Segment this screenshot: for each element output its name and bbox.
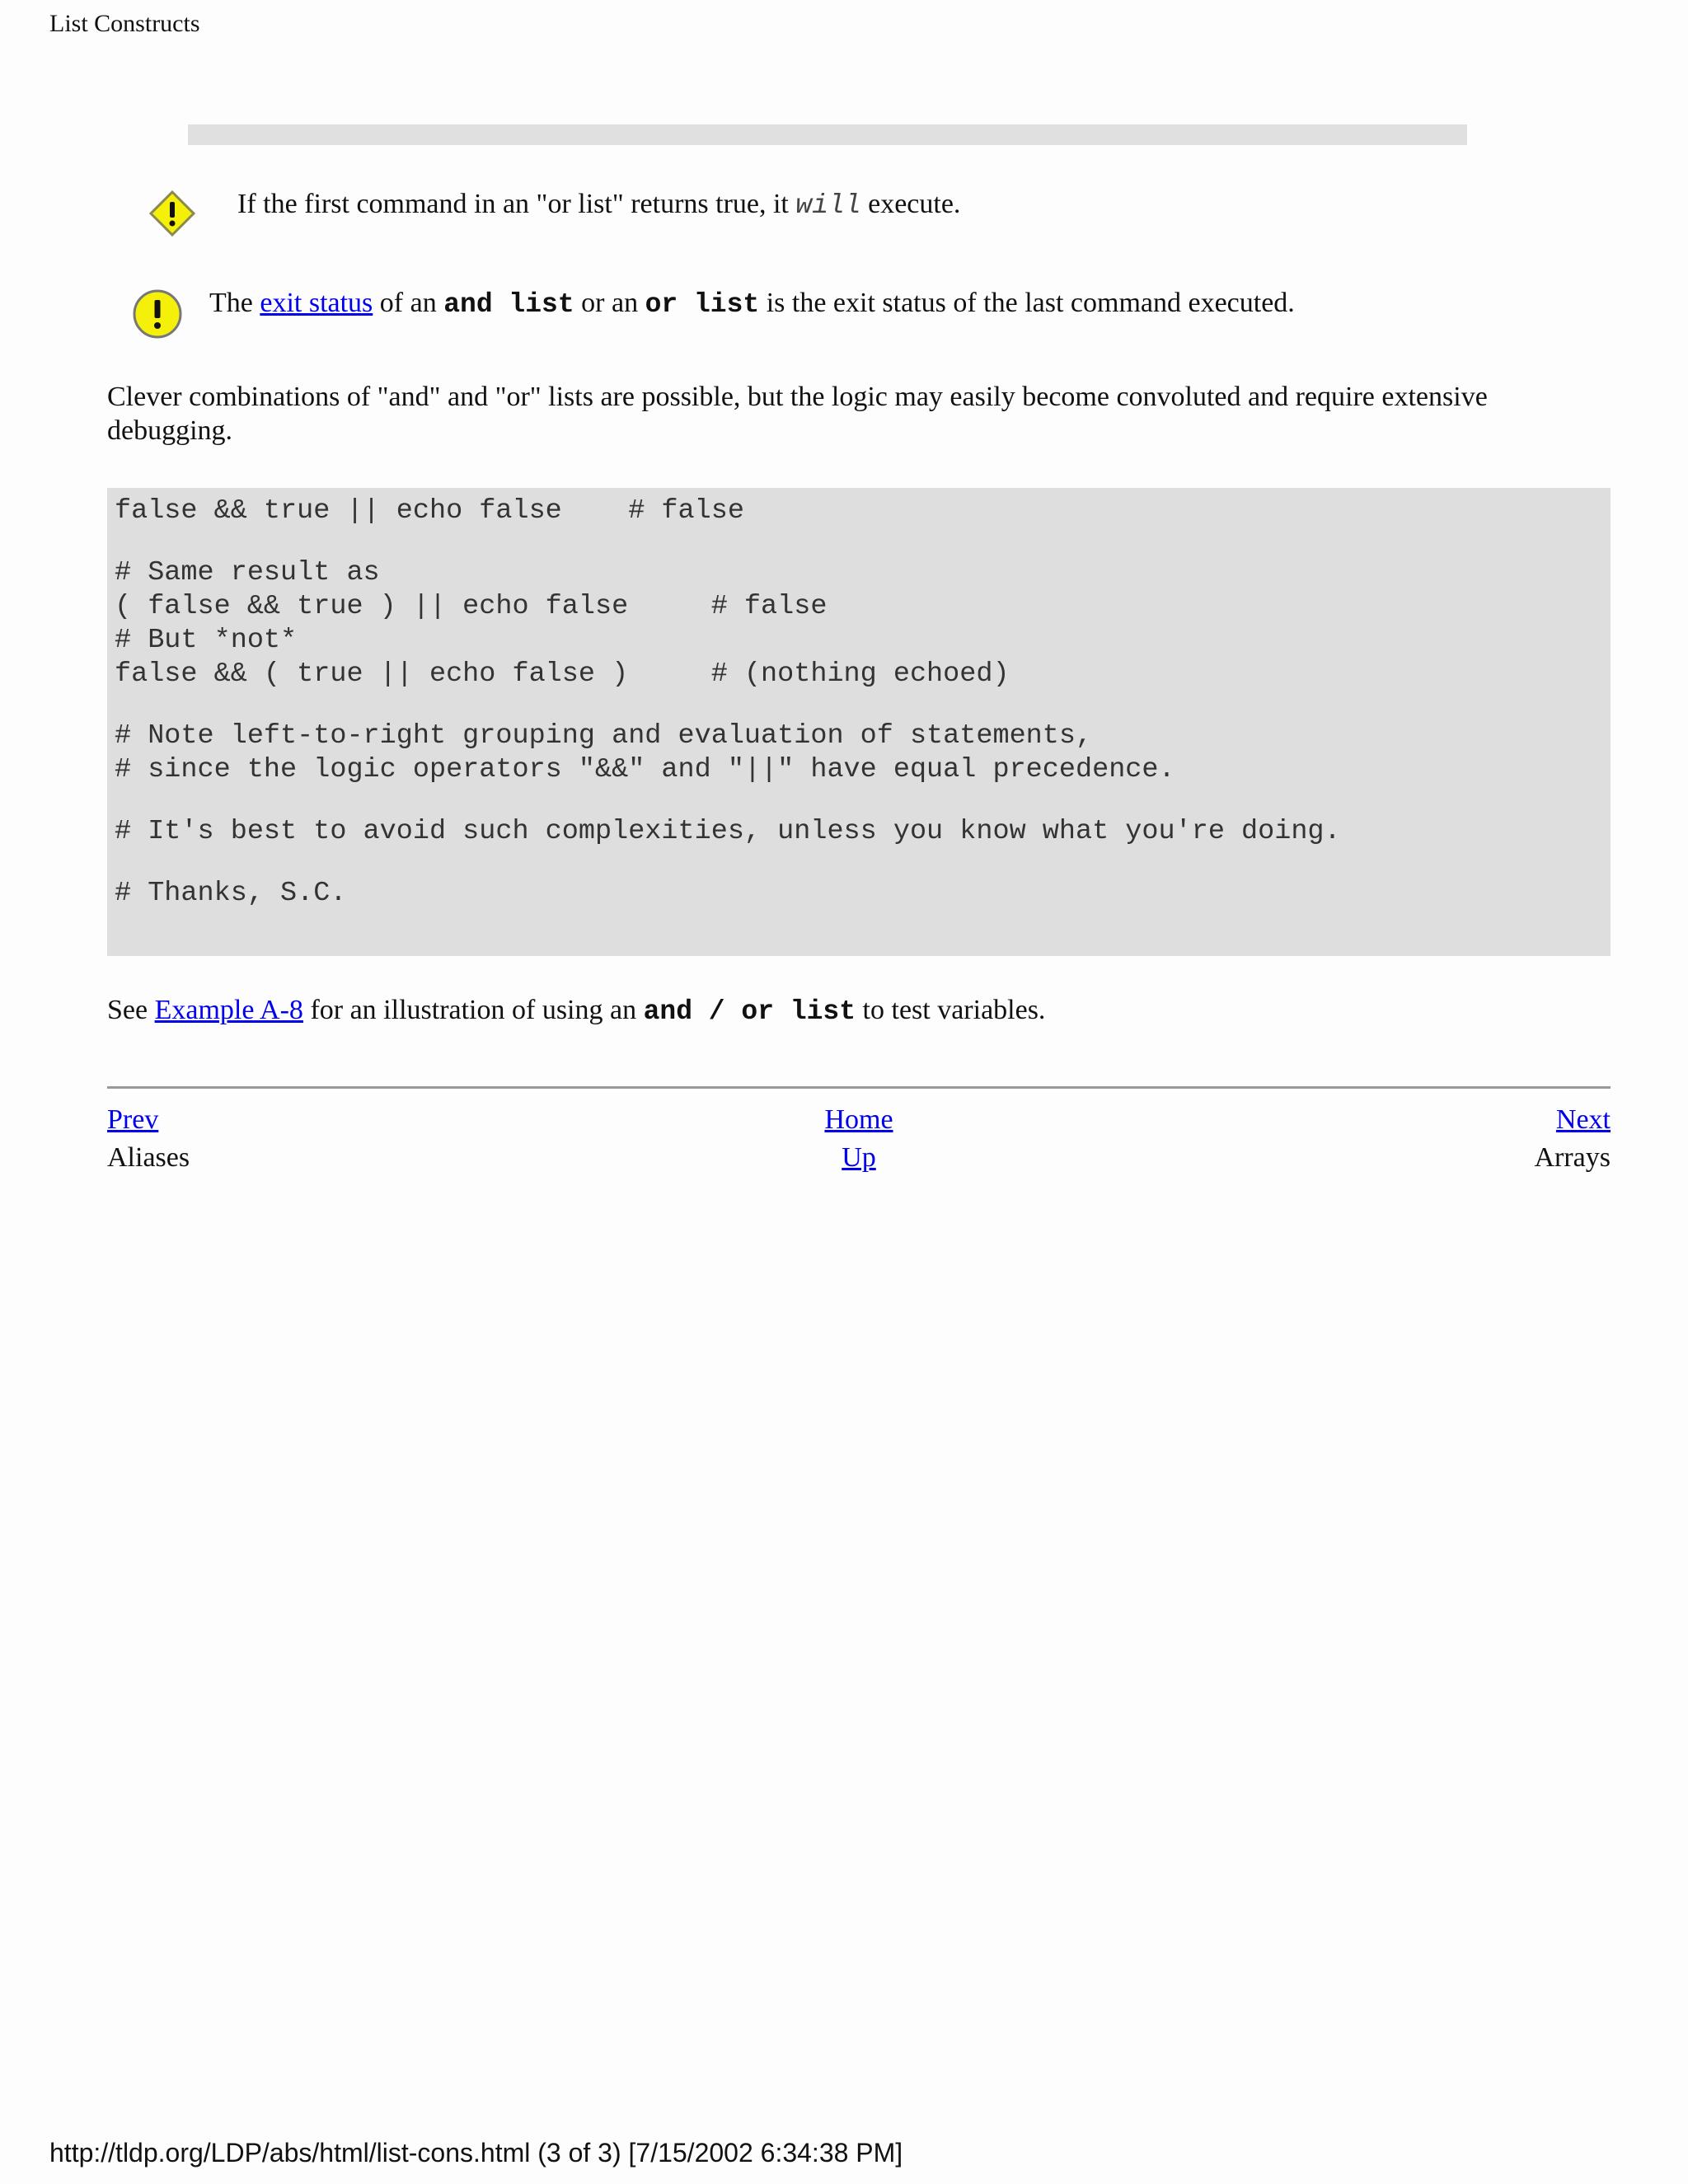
next-page-title: Arrays	[1534, 1142, 1611, 1173]
important-note-exit-status	[209, 287, 1295, 321]
paragraph-clever-combinations: Clever combinations of "and" and "or" lists are possible, but the logic may easily become convoluted and require extensive debugging.	[107, 382, 1488, 446]
note1-text-before: If the first command in an "or list" returns true, it	[237, 189, 796, 219]
warning-circle-icon	[132, 288, 183, 340]
navigation-divider	[107, 1086, 1611, 1089]
note1-text-after: execute.	[860, 189, 961, 219]
code-line: # Thanks, S.C.	[115, 878, 347, 909]
code-line: # Same result as	[115, 557, 380, 588]
page-footer-url: http://tldp.org/LDP/abs/html/list-cons.html (3 of 3) [7/15/2002 6:34:38 PM]	[49, 2138, 903, 2168]
home-link[interactable]: Home	[824, 1104, 893, 1135]
code-line: # It's best to avoid such complexities, unless you know what you're doing.	[115, 816, 1341, 847]
note1-code: will	[795, 190, 861, 221]
para2-code: and / or list	[643, 996, 856, 1027]
note2-code-or-list: or list	[645, 289, 760, 320]
example-a8-link[interactable]: Example A-8	[154, 995, 303, 1025]
note2-code-and-list: and list	[443, 289, 574, 320]
code-blank-line	[115, 528, 1611, 556]
paragraph-see-example	[107, 993, 1615, 1029]
table-divider-bar	[188, 124, 1467, 145]
note2-text3: or an	[574, 288, 645, 318]
note2-text2: of an	[373, 288, 444, 318]
code-line: # But *not*	[115, 625, 298, 656]
para2-text-mid: for an illustration of using an	[302, 995, 644, 1025]
note2-text4: is the exit status of the last command executed.	[759, 288, 1295, 318]
code-line: # Note left-to-right grouping and evaluation of statements,	[115, 720, 1093, 752]
code-line: false && ( true || echo false ) # (nothing echoed)	[115, 658, 1010, 690]
exit-status-link[interactable]: exit status	[260, 288, 373, 318]
code-blank-line	[115, 691, 1611, 719]
code-blank-line	[115, 849, 1611, 877]
caution-note-or-list	[237, 188, 960, 223]
prev-link[interactable]: Prev	[107, 1104, 159, 1135]
code-blank-line	[115, 787, 1611, 815]
next-link[interactable]: Next	[1555, 1104, 1611, 1135]
prev-page-title: Aliases	[107, 1142, 190, 1173]
code-block	[107, 488, 1611, 956]
code-line: # since the logic operators "&&" and "||" have equal precedence.	[115, 754, 1175, 785]
page-header-title: List Constructs	[49, 10, 200, 37]
para2-text-before: See	[107, 995, 155, 1025]
warning-diamond-icon	[148, 190, 196, 237]
para2-text-after: to test variables.	[856, 995, 1046, 1025]
code-line: false && true || echo false # false	[115, 495, 744, 527]
code-line: ( false && true ) || echo false # false	[115, 591, 828, 622]
note2-text1: The	[209, 288, 260, 318]
up-link[interactable]: Up	[842, 1142, 876, 1173]
